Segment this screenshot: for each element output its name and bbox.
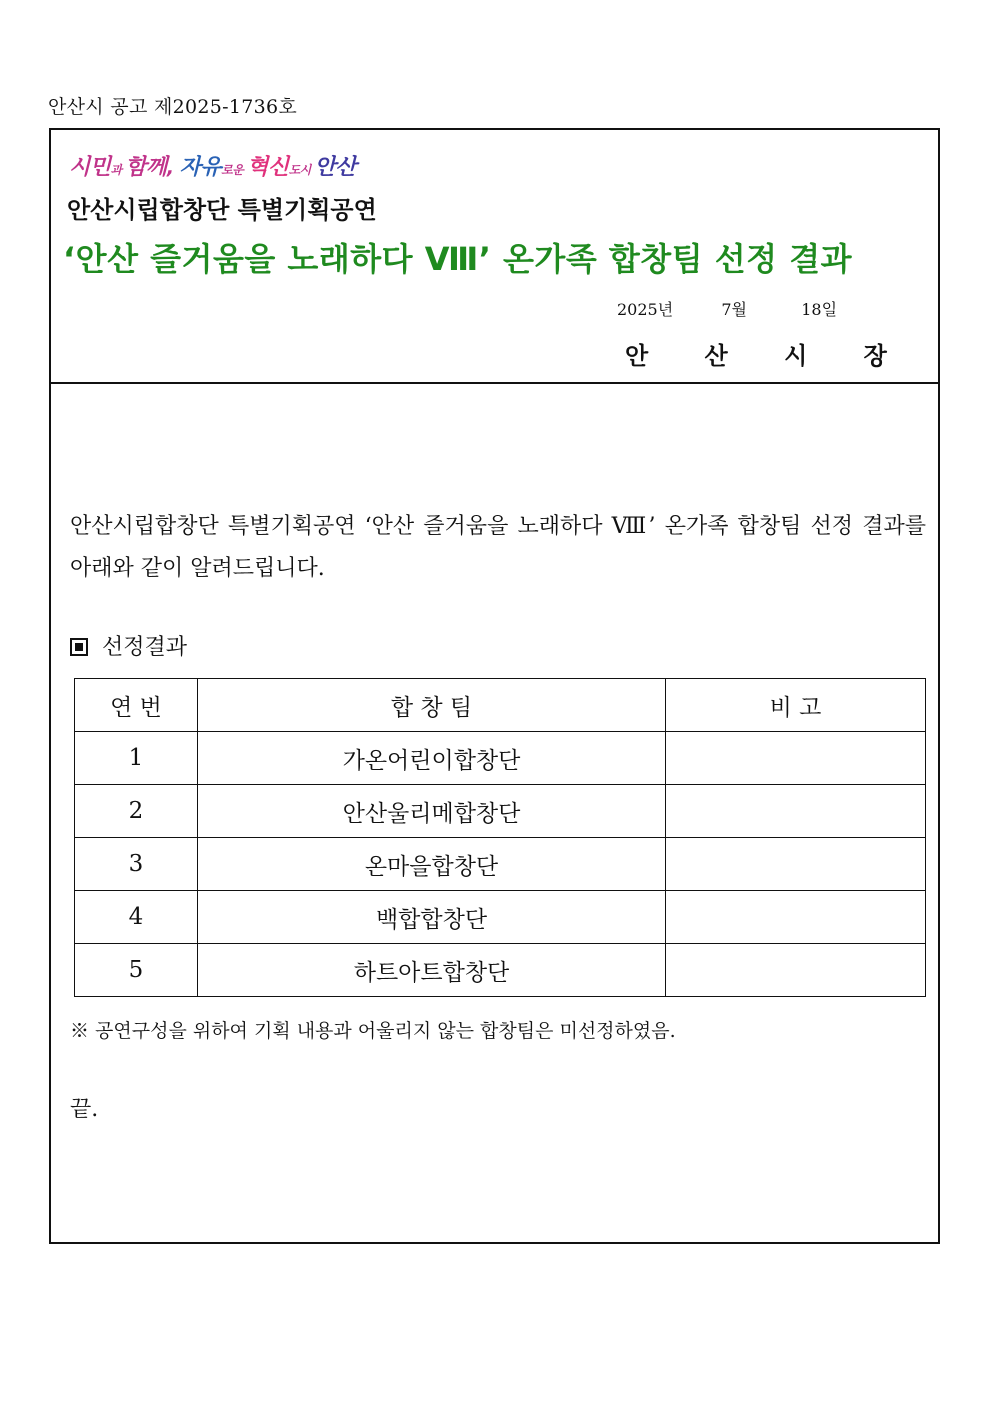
table-row	[75, 785, 926, 838]
notice-subtitle: 안산시립합창단 특별기획공연	[67, 196, 377, 224]
notice-header	[51, 130, 938, 384]
cell-team: 가온어린이합창단	[198, 732, 666, 785]
cell-remark	[666, 785, 926, 838]
cell-no: 2	[75, 785, 198, 838]
notice-number: 안산시 공고 제2025-1736호	[48, 96, 298, 118]
section-heading	[70, 630, 187, 661]
table-row	[75, 891, 926, 944]
table-header-row	[75, 679, 926, 732]
footnote: ※ 공연구성을 위하여 기획 내용과 어울리지 않는 합창팀은 미선정하였음.	[70, 1020, 676, 1042]
city-slogan-logo: 시민과 함께, 자유로운 혁신도시 안산	[69, 155, 356, 180]
cell-team: 안산울리메합창단	[198, 785, 666, 838]
column-header-remark: 비 고	[666, 679, 926, 732]
table-row	[75, 944, 926, 997]
filled-square-icon	[70, 638, 88, 656]
column-header-no: 연 번	[75, 679, 198, 732]
cell-remark	[666, 838, 926, 891]
notice-title: ‘안산 즐거움을 노래하다 Ⅷ’ 온가족 합창팀 선정 결과	[63, 240, 853, 278]
column-header-team: 합 창 팀	[198, 679, 666, 732]
cell-remark	[666, 891, 926, 944]
notice-date	[617, 297, 837, 320]
date-month: 7월	[721, 300, 748, 319]
issuer: 안 산 시 장	[625, 342, 911, 370]
cell-no: 3	[75, 838, 198, 891]
results-table	[74, 678, 926, 997]
cell-team: 백합합창단	[198, 891, 666, 944]
section-title: 선정결과	[102, 635, 188, 660]
end-mark: 끝.	[70, 1097, 99, 1122]
cell-team: 하트아트합창단	[198, 944, 666, 997]
cell-no: 4	[75, 891, 198, 944]
cell-no: 1	[75, 732, 198, 785]
body-paragraph: 안산시립합창단 특별기획공연 ‘안산 즐거움을 노래하다 Ⅷ’ 온가족 합창팀 선정 결과를 아래와 같이 알려드립니다.	[70, 514, 926, 581]
cell-team: 온마을합창단	[198, 838, 666, 891]
date-year: 2025년	[617, 300, 674, 319]
notice-frame	[49, 128, 940, 1244]
cell-remark	[666, 732, 926, 785]
table-row	[75, 838, 926, 891]
date-day: 18일	[801, 300, 838, 319]
table-row	[75, 732, 926, 785]
cell-no: 5	[75, 944, 198, 997]
cell-remark	[666, 944, 926, 997]
